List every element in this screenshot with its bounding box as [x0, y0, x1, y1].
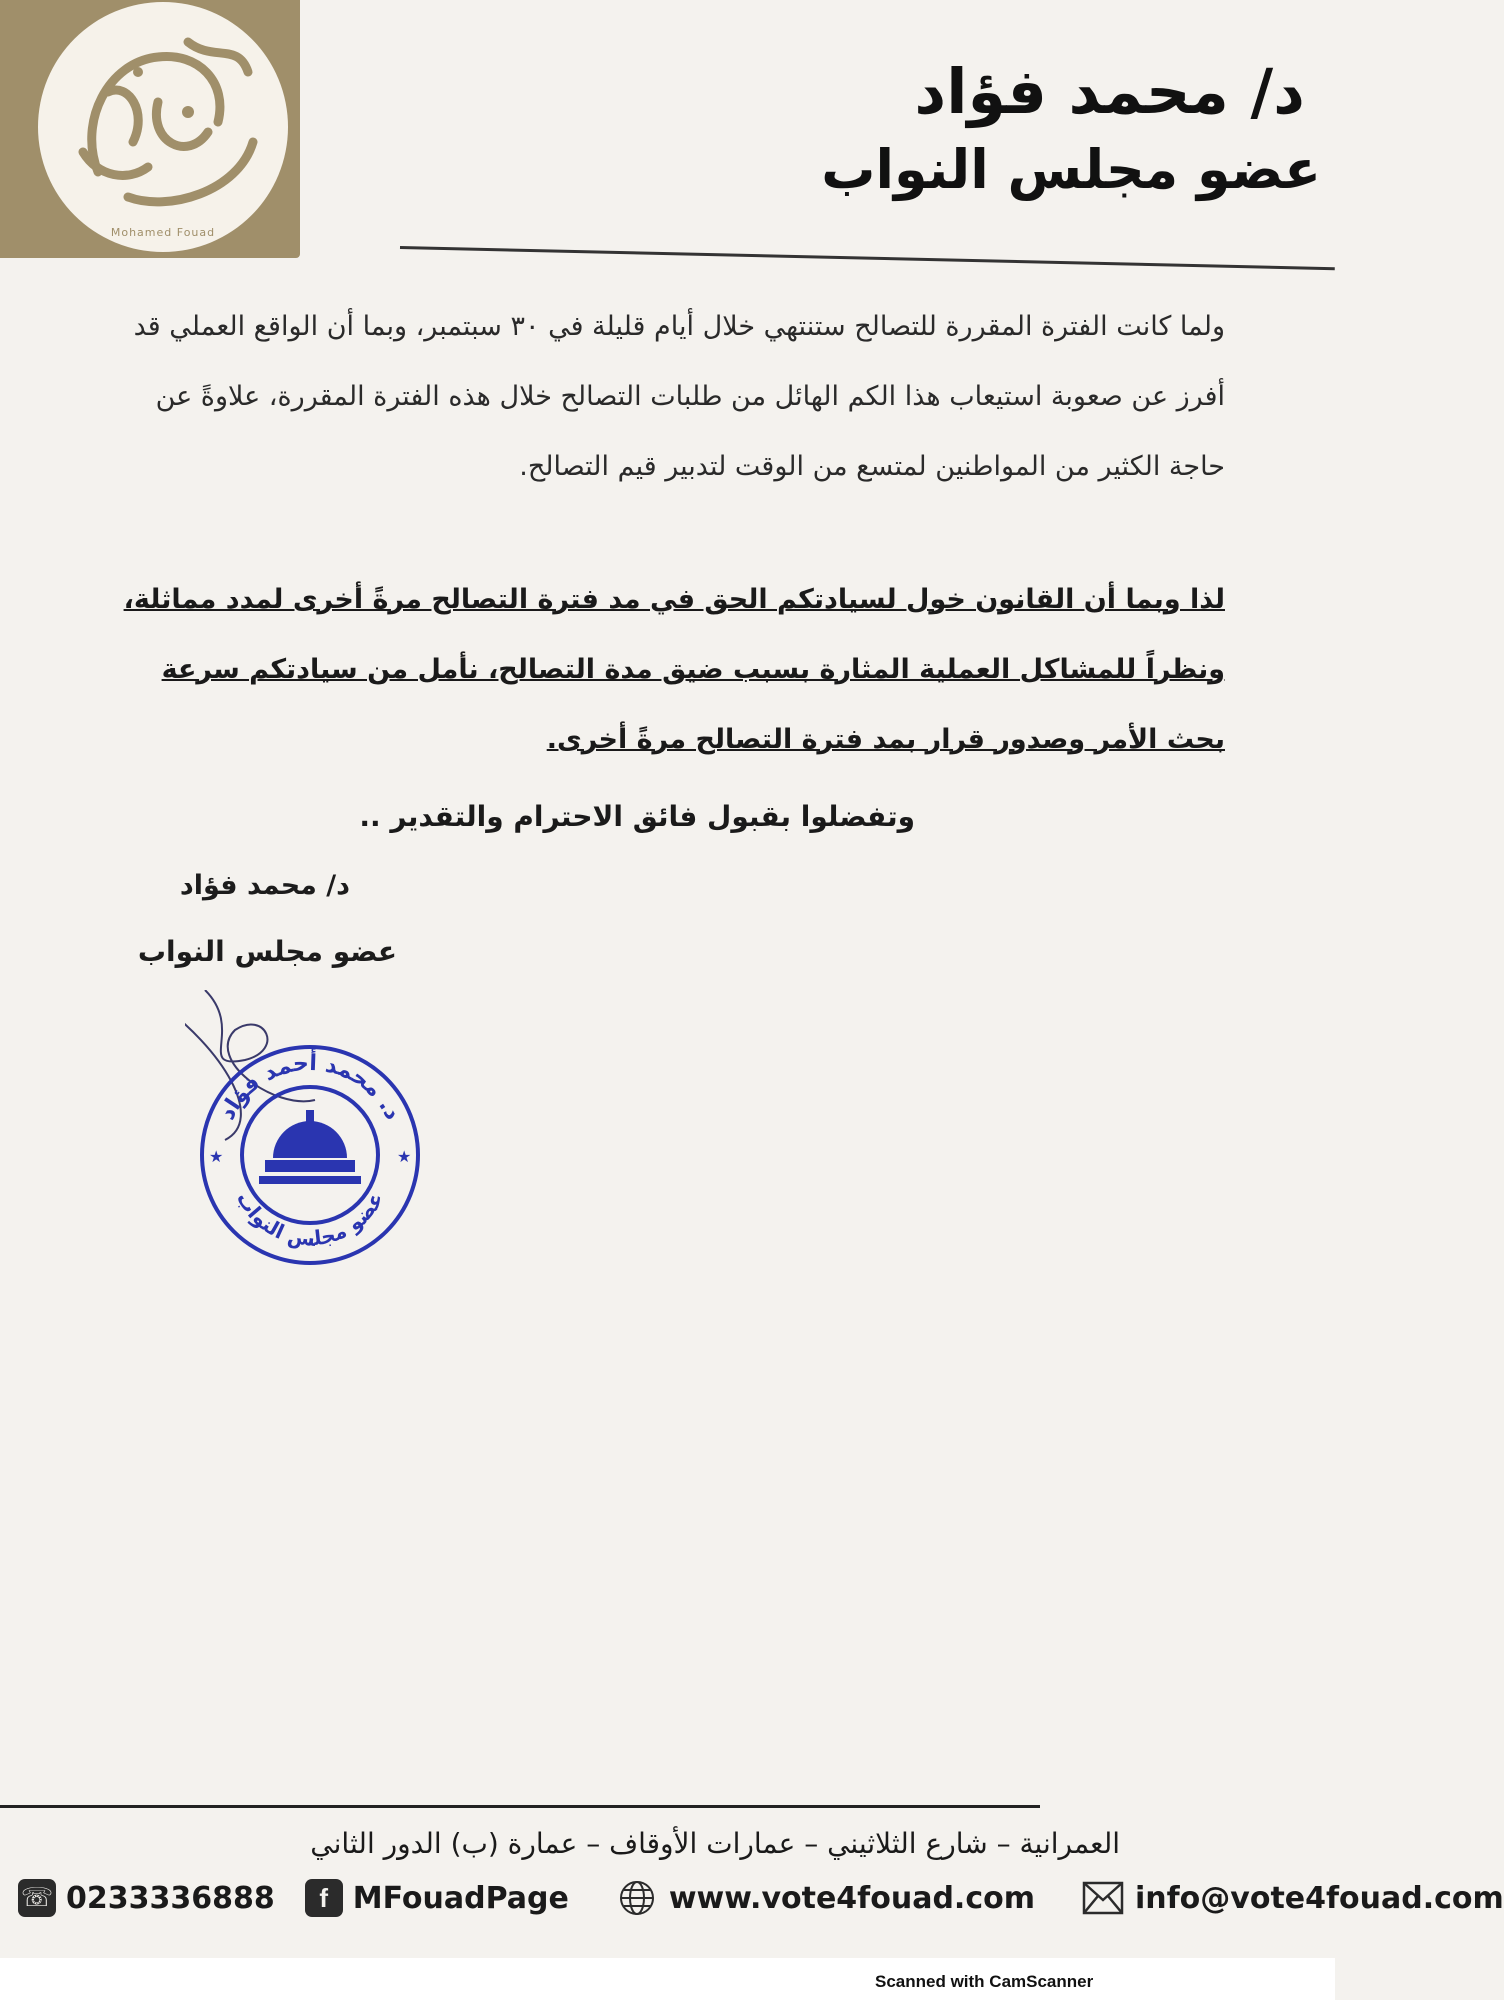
- footer-divider: [0, 1805, 1040, 1808]
- stamp-star-icon: ★: [397, 1147, 412, 1166]
- footer-phone: [18, 1879, 275, 1917]
- email-address: info@vote4fouad.com: [1134, 1880, 1504, 1916]
- logo-calligraphy-icon: [38, 2, 288, 252]
- footer-email: [1065, 1878, 1504, 1918]
- parliament-dome-icon: [259, 1110, 361, 1184]
- svg-text:عضو مجلس النواب: [232, 1188, 388, 1252]
- closing-line: وتفضلوا بقبول فائق الاحترام والتقدير ..: [359, 800, 915, 833]
- facebook-page: MFouadPage: [352, 1880, 569, 1916]
- phone-number: 0233336888: [66, 1880, 275, 1916]
- facebook-icon: f: [305, 1879, 343, 1917]
- header-divider: [400, 246, 1335, 270]
- header-name: د/ محمد فؤاد: [914, 55, 1305, 128]
- body-paragraph-2: [115, 565, 1225, 775]
- mail-icon: [1083, 1878, 1123, 1918]
- globe-icon: [617, 1878, 657, 1918]
- scanner-watermark: Scanned with CamScanner: [875, 1972, 1094, 1991]
- stamp-top-text: د. محمد أحمد فؤاد: [214, 1050, 406, 1125]
- header-title: عضو مجلس النواب: [821, 138, 1321, 201]
- stamp-bottom-text: عضو مجلس النواب: [231, 1187, 389, 1252]
- website-url: www.vote4fouad.com: [668, 1880, 1035, 1916]
- footer-address: العمرانية – شارع الثلاثيني – عمارات الأوقاف – عمارة (ب) الدور الثاني: [310, 1827, 1120, 1860]
- stamp-star-icon: ★: [209, 1147, 224, 1166]
- footer-website: [599, 1878, 1035, 1918]
- logo-caption: Mohamed Fouad: [110, 226, 216, 239]
- official-stamp: [185, 990, 445, 1270]
- signature-name: د/ محمد فؤاد: [179, 870, 350, 901]
- scan-margin: [0, 1958, 1335, 2000]
- body-paragraph-1: ولما كانت الفترة المقررة للتصالح ستنتهي خلال أيام قليلة في ٣٠ سبتمبر، وبما أن الواقع العملي قد أفرز عن صعوبة استيعاب هذا الكم الهائل من طلبات التصالح خلال هذه الفترة المقررة، علاوةً عن حاجة الكثير من المواطنين لمتسع من الوقت لتدبير قيم التصالح.: [133, 311, 1225, 482]
- logo-emblem: [38, 2, 288, 252]
- footer-contacts: [18, 1868, 1504, 1928]
- logo: [0, 0, 300, 258]
- phone-icon: ☏: [18, 1879, 56, 1917]
- signature-title: عضو مجلس النواب: [137, 935, 397, 968]
- footer-facebook: [305, 1879, 569, 1917]
- body-paragraph-2-text: لذا وبما أن القانون خول لسيادتكم الحق في مد فترة التصالح مرةً أخرى لمدد مماثلة، ونظراً للمشاكل العملية المثارة بسبب ضيق مدة التصالح، نأمل من سيادتكم سرعة بحث الأمر وصدور قرار بمد فترة التصالح مرةً أخرى.: [123, 584, 1225, 755]
